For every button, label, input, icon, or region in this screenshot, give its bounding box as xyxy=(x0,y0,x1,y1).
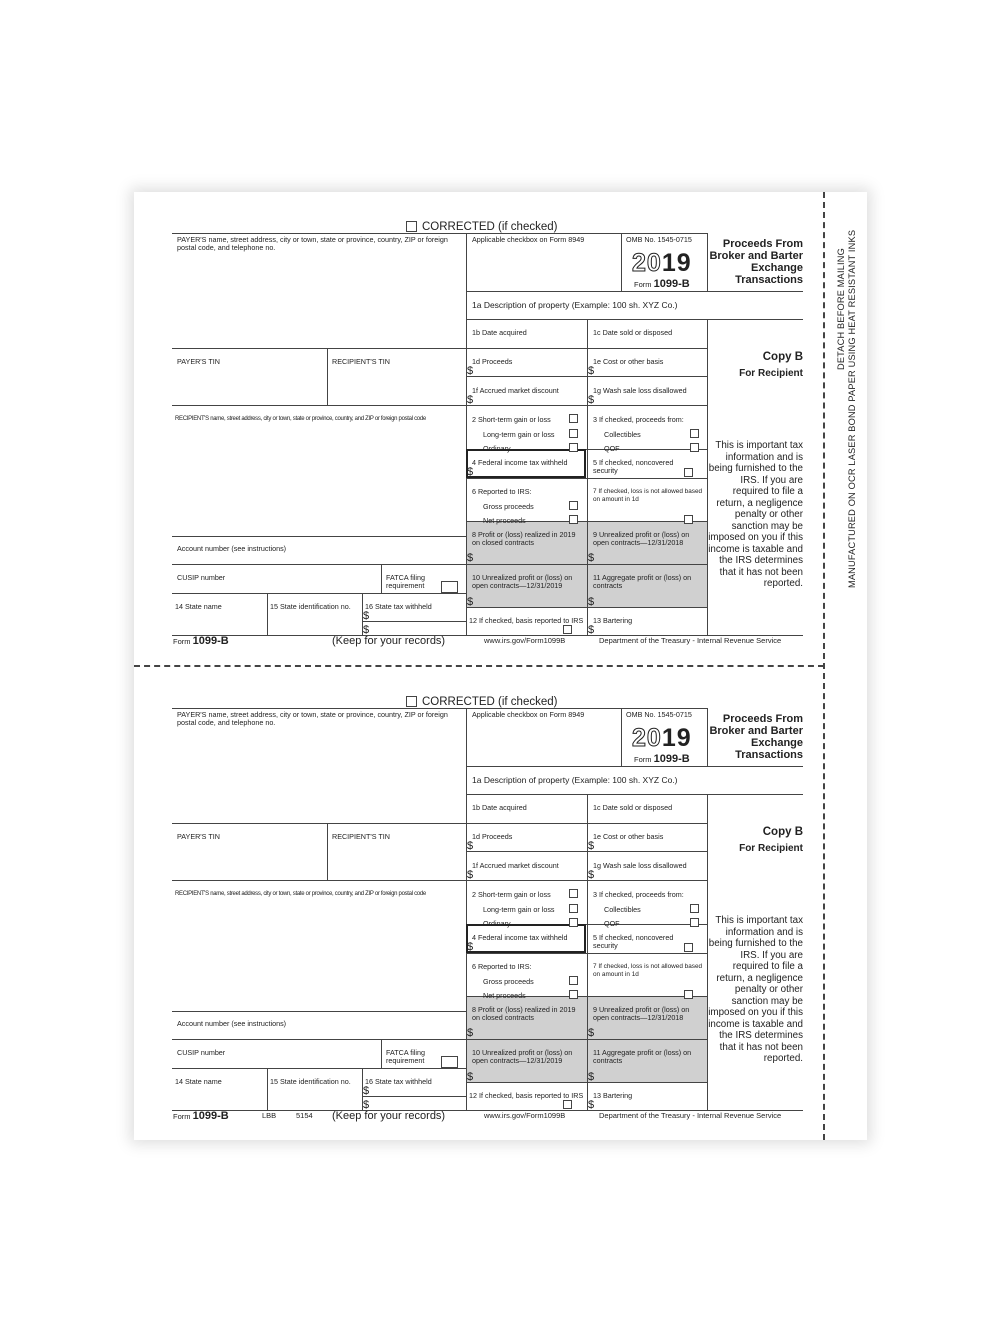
fatca-label: FATCA filing requirement xyxy=(386,573,426,590)
basis-reported-checkbox[interactable] xyxy=(563,1100,572,1109)
detach-line-horizontal xyxy=(134,665,824,667)
product-code: 5154 xyxy=(296,1111,313,1120)
form-title: Proceeds From Broker and Barter Exchange Transactions xyxy=(709,238,803,286)
box-7-label: 7 If checked, loss is not allowed based on amount in 1d xyxy=(593,963,703,978)
short-term-checkbox[interactable] xyxy=(569,414,578,423)
box-6-label: 6 Reported to IRS: xyxy=(472,962,532,971)
gross-proceeds-label: Gross proceeds xyxy=(483,502,534,511)
dollar-8: $ xyxy=(467,552,474,564)
box-15-label: 15 State identification no. xyxy=(270,1077,351,1086)
dollar-4: $ xyxy=(467,466,474,478)
box-1e-label: 1e Cost or other basis xyxy=(593,357,664,366)
noncovered-checkbox[interactable] xyxy=(684,468,693,477)
account-number-label: Account number (see instructions) xyxy=(177,1019,287,1028)
box-2-label: 2 Short-term gain or loss xyxy=(472,415,551,424)
dollar-9: $ xyxy=(588,552,595,564)
qof-checkbox[interactable] xyxy=(690,443,699,452)
qof-label: QOF xyxy=(604,444,620,453)
recipient-name-label: RECIPIENT'S name, street address, city or town, state or province, country, and ZIP or foreign postal code xyxy=(175,416,426,422)
tax-year: 2019 xyxy=(632,249,692,277)
short-term-checkbox[interactable] xyxy=(569,889,578,898)
box-1c-label: 1c Date sold or disposed xyxy=(593,803,673,812)
corrected-checkbox-row[interactable]: CORRECTED (if checked) xyxy=(406,696,557,708)
box-6-label: 6 Reported to IRS: xyxy=(472,487,532,496)
form-number-footer: Form 1099-B xyxy=(173,1110,229,1122)
fatca-checkbox[interactable] xyxy=(441,581,458,593)
ordinary-checkbox[interactable] xyxy=(569,918,578,927)
box-1d-label: 1d Proceeds xyxy=(472,357,513,366)
dollar-1f: $ xyxy=(467,869,474,881)
ordinary-checkbox[interactable] xyxy=(569,443,578,452)
lbb-code: LBB xyxy=(262,1111,277,1120)
gross-proceeds-label: Gross proceeds xyxy=(483,977,534,986)
omb-number: OMB No. 1545-0715 xyxy=(626,710,692,719)
box-1c-label: 1c Date sold or disposed xyxy=(593,328,673,337)
box-1a-label: 1a Description of property (Example: 100 sh. XYZ Co.) xyxy=(472,775,678,785)
box-5-label: 5 If checked, noncovered security xyxy=(593,933,674,950)
dollar-1e: $ xyxy=(588,365,595,377)
recipient-name-label: RECIPIENT'S name, street address, city or town, state or province, country, and ZIP or foreign postal code xyxy=(175,891,426,897)
box-10-label: 10 Unrealized profit or (loss) on open contracts—12/31/2019 xyxy=(472,1048,573,1065)
box-1d-label: 1d Proceeds xyxy=(472,832,513,841)
loss-not-allowed-checkbox[interactable] xyxy=(684,515,693,524)
box-1g-label: 1g Wash sale loss disallowed xyxy=(593,386,687,395)
net-proceeds-label: Net proceeds xyxy=(483,991,526,1000)
dollar-9: $ xyxy=(588,1027,595,1039)
detach-line-vertical xyxy=(823,192,825,1140)
for-recipient-label: For Recipient xyxy=(739,843,803,854)
omb-number: OMB No. 1545-0715 xyxy=(626,235,692,244)
form-number-top: Form 1099-B xyxy=(634,753,690,765)
payer-tin-label: PAYER'S TIN xyxy=(177,832,220,841)
box-4-label: 4 Federal income tax withheld xyxy=(472,933,568,942)
box-14-label: 14 State name xyxy=(175,1077,222,1086)
box-9-label: 9 Unrealized profit or (loss) on open contracts—12/31/2018 xyxy=(593,1005,690,1022)
long-term-checkbox[interactable] xyxy=(569,429,578,438)
corrected-checkbox[interactable] xyxy=(406,221,417,232)
keep-records-label: (Keep for your records) xyxy=(332,635,446,647)
box-4-label: 4 Federal income tax withheld xyxy=(472,458,568,467)
corrected-checkbox[interactable] xyxy=(406,696,417,707)
recipient-tin-label: RECIPIENT'S TIN xyxy=(332,357,390,366)
form-copy-bottom xyxy=(0,673,1000,1133)
copy-b-label: Copy B xyxy=(762,351,803,363)
box-12-label: 12 If checked, basis reported to IRS xyxy=(469,616,584,625)
qof-label: QOF xyxy=(604,919,620,928)
collectibles-label: Collectibles xyxy=(604,905,641,914)
gross-proceeds-checkbox[interactable] xyxy=(569,976,578,985)
for-recipient-label: For Recipient xyxy=(739,368,803,379)
qof-checkbox[interactable] xyxy=(690,918,699,927)
dollar-16a: $ xyxy=(363,610,370,622)
ordinary-label: Ordinary xyxy=(483,444,511,453)
dollar-1d: $ xyxy=(467,365,474,377)
payer-name-label: PAYER'S name, street address, city or town, state or province, country, ZIP or foreign postal code, and telephone no. xyxy=(177,710,448,727)
fatca-checkbox[interactable] xyxy=(441,1056,458,1068)
corrected-checkbox-row[interactable]: CORRECTED (if checked) xyxy=(406,221,557,233)
notice-text: This is important tax information and is being furnished to the IRS. If you are required to file a return, a negligence penalty or other sanction may be imposed on you if this income is taxable and the IRS determines that it has not been reported. xyxy=(708,440,803,589)
box-15-label: 15 State identification no. xyxy=(270,602,351,611)
notice-text: This is important tax information and is being furnished to the IRS. If you are required to file a return, a negligence penalty or other sanction may be imposed on you if this income is taxable and the IRS determines that it has not been reported. xyxy=(708,915,803,1064)
form-number-top: Form 1099-B xyxy=(634,278,690,290)
box-12-label: 12 If checked, basis reported to IRS xyxy=(469,1091,584,1100)
treasury-dept: Department of the Treasury - Internal Revenue Service xyxy=(599,1111,782,1120)
cusip-label: CUSIP number xyxy=(177,573,226,582)
box-2-label: 2 Short-term gain or loss xyxy=(472,890,551,899)
long-term-label: Long-term gain or loss xyxy=(483,905,555,914)
irs-website: www.irs.gov/Form1099B xyxy=(484,1111,566,1120)
side-text-detach: DETACH BEFORE MAILING xyxy=(836,248,846,370)
account-number-label: Account number (see instructions) xyxy=(177,544,287,553)
tax-year: 2019 xyxy=(632,724,692,752)
form-1099b xyxy=(0,673,1000,1133)
loss-not-allowed-checkbox[interactable] xyxy=(684,990,693,999)
gross-proceeds-checkbox[interactable] xyxy=(569,501,578,510)
box-14-label: 14 State name xyxy=(175,602,222,611)
treasury-dept: Department of the Treasury - Internal Revenue Service xyxy=(599,636,782,645)
box-11-label: 11 Aggregate profit or (loss) on contracts xyxy=(593,573,692,590)
dollar-11: $ xyxy=(588,596,595,608)
basis-reported-checkbox[interactable] xyxy=(563,625,572,634)
dollar-10: $ xyxy=(467,1071,474,1083)
box-13-label: 13 Bartering xyxy=(593,616,633,625)
box-1f-label: 1f Accrued market discount xyxy=(472,386,559,395)
dollar-4: $ xyxy=(467,941,474,953)
box-8949-label: Applicable checkbox on Form 8949 xyxy=(472,235,585,244)
dollar-1f: $ xyxy=(467,394,474,406)
box-8-label: 8 Profit or (loss) realized in 2019 on closed contracts xyxy=(472,530,576,547)
ordinary-label: Ordinary xyxy=(483,919,511,928)
box-1e-label: 1e Cost or other basis xyxy=(593,832,664,841)
box-7-label: 7 If checked, loss is not allowed based on amount in 1d xyxy=(593,488,703,503)
dollar-10: $ xyxy=(467,596,474,608)
noncovered-checkbox[interactable] xyxy=(684,943,693,952)
dollar-13: $ xyxy=(588,624,595,636)
fatca-label: FATCA filing requirement xyxy=(386,1048,426,1065)
collectibles-checkbox[interactable] xyxy=(690,429,699,438)
side-text-manufactured: MANUFACTURED ON OCR LASER BOND PAPER USING HEAT RESISTANT INKS xyxy=(847,229,857,588)
keep-records-label: (Keep for your records) xyxy=(332,1110,446,1122)
box-1b-label: 1b Date acquired xyxy=(472,328,527,337)
dollar-1g: $ xyxy=(588,394,595,406)
box-16-label: 16 State tax withheld xyxy=(365,1077,432,1086)
box-13-label: 13 Bartering xyxy=(593,1091,633,1100)
dollar-1g: $ xyxy=(588,869,595,881)
dollar-11: $ xyxy=(588,1071,595,1083)
collectibles-label: Collectibles xyxy=(604,430,641,439)
box-9-label: 9 Unrealized profit or (loss) on open contracts—12/31/2018 xyxy=(593,530,690,547)
box-11-label: 11 Aggregate profit or (loss) on contracts xyxy=(593,1048,692,1065)
dollar-16b: $ xyxy=(363,1099,370,1111)
box-1f-label: 1f Accrued market discount xyxy=(472,861,559,870)
box-3-label: 3 If checked, proceeds from: xyxy=(593,415,684,424)
box-8949-label: Applicable checkbox on Form 8949 xyxy=(472,710,585,719)
box-10-label: 10 Unrealized profit or (loss) on open contracts—12/31/2019 xyxy=(472,573,573,590)
dollar-1d: $ xyxy=(467,840,474,852)
long-term-label: Long-term gain or loss xyxy=(483,430,555,439)
form-title: Proceeds From Broker and Barter Exchange Transactions xyxy=(709,713,803,761)
dollar-16b: $ xyxy=(363,624,370,636)
box-1g-label: 1g Wash sale loss disallowed xyxy=(593,861,687,870)
copy-b-label: Copy B xyxy=(762,826,803,838)
box-1b-label: 1b Date acquired xyxy=(472,803,527,812)
long-term-checkbox[interactable] xyxy=(569,904,578,913)
box-8-label: 8 Profit or (loss) realized in 2019 on closed contracts xyxy=(472,1005,576,1022)
net-proceeds-label: Net proceeds xyxy=(483,516,526,525)
dollar-8: $ xyxy=(467,1027,474,1039)
collectibles-checkbox[interactable] xyxy=(690,904,699,913)
net-proceeds-checkbox[interactable] xyxy=(569,515,578,524)
payer-tin-label: PAYER'S TIN xyxy=(177,357,220,366)
dollar-16a: $ xyxy=(363,1085,370,1097)
dollar-1e: $ xyxy=(588,840,595,852)
box-5-label: 5 If checked, noncovered security xyxy=(593,458,674,475)
box-3-label: 3 If checked, proceeds from: xyxy=(593,890,684,899)
irs-website: www.irs.gov/Form1099B xyxy=(484,636,566,645)
form-number-footer: Form 1099-B xyxy=(173,635,229,647)
cusip-label: CUSIP number xyxy=(177,1048,226,1057)
net-proceeds-checkbox[interactable] xyxy=(569,990,578,999)
payer-name-label: PAYER'S name, street address, city or town, state or province, country, ZIP or foreign postal code, and telephone no. xyxy=(177,235,448,252)
recipient-tin-label: RECIPIENT'S TIN xyxy=(332,832,390,841)
box-1a-label: 1a Description of property (Example: 100 sh. XYZ Co.) xyxy=(472,300,678,310)
dollar-13: $ xyxy=(588,1099,595,1111)
box-16-label: 16 State tax withheld xyxy=(365,602,432,611)
